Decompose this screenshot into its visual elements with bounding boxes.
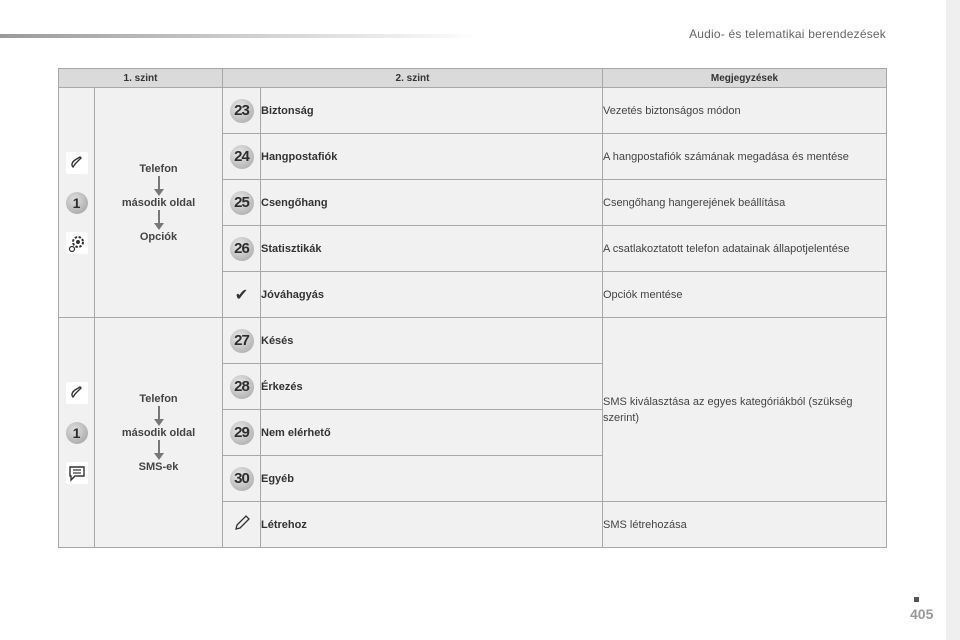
item-note: SMS létrehozása — [603, 502, 887, 548]
item-label: Biztonság — [261, 88, 603, 134]
item-label: Késés — [261, 318, 603, 364]
phone-icon — [66, 382, 88, 404]
group2-menu-path — [95, 318, 223, 548]
check-icon: ✔ — [234, 286, 249, 304]
table-row — [59, 318, 887, 364]
item-note: Opciók mentése — [603, 272, 887, 318]
col-header-level1: 1. szint — [59, 69, 223, 88]
header-decor-bar — [0, 34, 480, 38]
settings-table — [58, 68, 887, 548]
item-label: Hangpostafiók — [261, 134, 603, 180]
menu-item-options: Opciók — [139, 230, 178, 243]
shared-note: SMS kiválasztása az egyes kategóriákból (szükség szerint) — [603, 318, 887, 502]
gear-settings-icon — [66, 232, 88, 254]
item-number-badge: 30 — [230, 467, 254, 491]
item-label: Nem elérhető — [261, 410, 603, 456]
item-note: A hangpostafiók számának megadása és mentése — [603, 134, 887, 180]
page-edge-stripe — [946, 0, 960, 640]
item-number-badge: 27 — [230, 329, 254, 353]
col-header-level2: 2. szint — [223, 69, 603, 88]
group1-menu-path — [95, 88, 223, 318]
item-note: A csatlakoztatott telefon adatainak állapotjelentése — [603, 226, 887, 272]
item-number-badge: 26 — [230, 237, 254, 261]
phone-icon — [66, 152, 88, 174]
item-label: Jóváhagyás — [261, 272, 603, 318]
page-number: 405 — [910, 606, 934, 622]
item-number-badge: 25 — [230, 191, 254, 215]
menu-item-phone: Telefon — [139, 162, 178, 175]
item-number-badge: 29 — [230, 421, 254, 445]
pencil-icon — [233, 523, 251, 535]
col-header-notes: Megjegyzések — [603, 69, 887, 88]
item-label: Egyéb — [261, 456, 603, 502]
table-header-row — [59, 69, 887, 88]
item-number-badge: 28 — [230, 375, 254, 399]
level-badge: 1 — [66, 192, 88, 214]
menu-item-phone: Telefon — [139, 392, 178, 405]
group2-icon-cell — [59, 318, 95, 548]
item-note: Csengőhang hangerejének beállítása — [603, 180, 887, 226]
item-note: Vezetés biztonságos módon — [603, 88, 887, 134]
level-badge: 1 — [66, 422, 88, 444]
page-section-title: Audio- és telematikai berendezések — [689, 27, 886, 41]
sms-message-icon — [66, 462, 88, 484]
item-label: Létrehoz — [261, 502, 603, 548]
item-number-badge: 23 — [230, 99, 254, 123]
item-label: Statisztikák — [261, 226, 603, 272]
page-marker — [914, 597, 919, 602]
item-label: Érkezés — [261, 364, 603, 410]
table-row — [59, 88, 887, 134]
item-label: Csengőhang — [261, 180, 603, 226]
menu-item-second-page: második oldal — [121, 426, 196, 439]
item-number-badge: 24 — [230, 145, 254, 169]
menu-item-second-page: második oldal — [121, 196, 196, 209]
group1-icon-cell — [59, 88, 95, 318]
menu-item-sms: SMS-ek — [138, 460, 179, 473]
